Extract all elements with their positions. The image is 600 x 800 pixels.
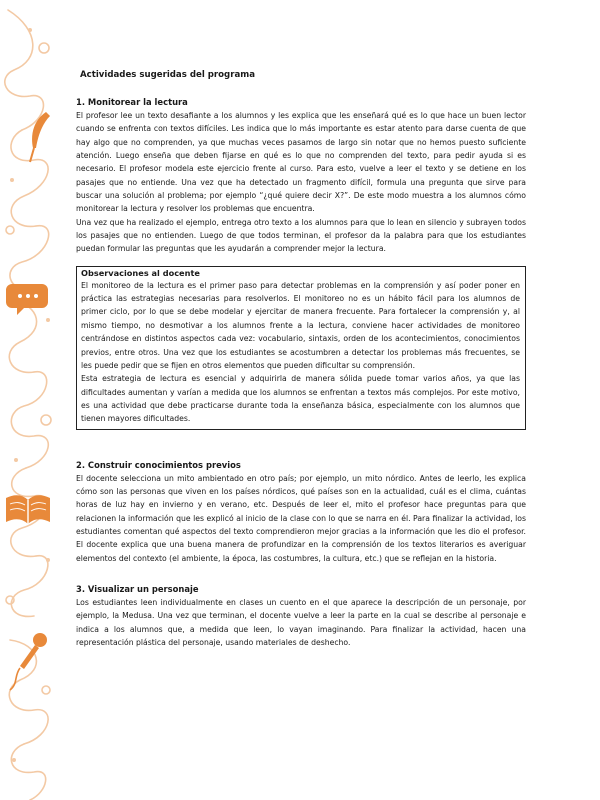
paragraph: El docente selecciona un mito ambientado en otro país; por ejemplo, un mito nórdico. Antes de leerlo, les explica cómo son las personas que viven en los países nórdicos, qué países son en la actualidad, cuál es el clima, cuántas horas de luz hay en invierno y en verano, etc. Después de leer el, mito el profesor hace preguntas para que relacionen la información que les explicó al inicio de la clase con lo que se narra en él. Para finalizar la actividad, los estudiantes comentan qué aspectos del texto comprendieron mejor gracias a la información que les dio el profesor. El docente explica que una buena manera de profundizar en la comprensión de los textos literarios es averiguar elementos del contexto (el ambiente, la época, las costumbres, la cultura, etc.) que se reflejan en la historia. [76,473,526,563]
observations-box [76,266,526,430]
observations-heading: Observaciones al docente [81,267,200,278]
paragraph: El profesor lee un texto desafiante a los alumnos y les explica que les enseñará qué es lo que hace un buen lector cuando se enfrenta con textos difíciles. Les indica que lo más importante es estar atento para darse cuenta de que hay algo que no comprenden, ya que muchas veces pasamos de largo sin notar que no hemos puesto suficiente atención. Luego enseña que deben fijarse en qué es lo que no comprenden del texto, para pedir ayuda si es necesario. El profesor modela este ejercicio frente al curso. Para esto, vuelve a leer el texto y se detiene en los pasajes que no entiende. Una vez que ha detectado un fragmento difícil, formula una pregunta que sirve para buscar una solución al problema; por ejemplo “¿qué quiere decir X?”. De este modo muestra a los alumnos cómo monitorear la lectura y resolver los problemas que encuentra. [76,111,526,214]
paragraph: Los estudiantes leen individualmente en clases un cuento en el que aparece la descripción de un personaje, por ejemplo, la Medusa. Una vez que terminan, el docente vuelve a leer la parte en la cual se describe al personaje e indica a los alumnos que, a medida que leen, lo vayan imaginando. Para finalizar la actividad, hacen una representación plástica del personaje, usando materiales de deshecho. [76,597,526,647]
quill-icon [30,112,50,162]
decorative-sidebar [0,0,62,800]
section-heading: 3. Visualizar un personaje [76,583,199,594]
section-visualizar [76,584,526,649]
section-monitorear [76,97,526,256]
paragraph: Una vez que ha realizado el ejemplo, entrega otro texto a los alumnos para que lo lean en silencio y subrayen todos los pasajes que no entienden. Luego de que todos terminan, el profesor da la palabra para que los estudiantes puedan formular las preguntas que les ayudarán a comprender mejor la lectura. [76,217,526,254]
document-title: Actividades sugeridas del programa [80,70,255,80]
paragraph: El monitoreo de la lectura es el primer paso para detectar problemas en la comprensión y así poder poner en práctica las estrategias necesarias para resolverlos. El monitoreo no es un hábito fácil para los alumnos de primer ciclo, por lo que se debe modelar y ejercitar de manera frecuente. Para fortalecer la comprensión y, al mismo tiempo, no desmotivar a los alumnos frente a la lectura, conviene hacer actividades de monitoreo centrándose en distintos aspectos cada vez: vocabulario, sintaxis, orden de los acontecimientos, conocimientos previos, entre otros. Una vez que los estudiantes se acostumbren a detectar los problemas más frecuentes, se les puede pedir que se fijen en otros elementos que pueden dificultar su comprensión. [81,280,520,370]
section-heading: 2. Construir conocimientos previos [76,459,241,470]
document-body [76,70,526,649]
section-heading: 1. Monitorear la lectura [76,97,188,107]
open-book-icon [6,495,50,524]
speech-bubble-icon [6,284,48,315]
paragraph: Esta estrategia de lectura es esencial y adquirirla de manera sólida puede tomar varios años, ya que las dificultades aumentan y varían a medida que los alumnos se enfrentan a textos más complejos. Por este motivo, es una actividad que debe practicarse durante toda la enseñanza básica, especialmente con los alumnos que tienen mayores dificultades. [81,374,520,424]
section-conocimientos [76,460,526,565]
